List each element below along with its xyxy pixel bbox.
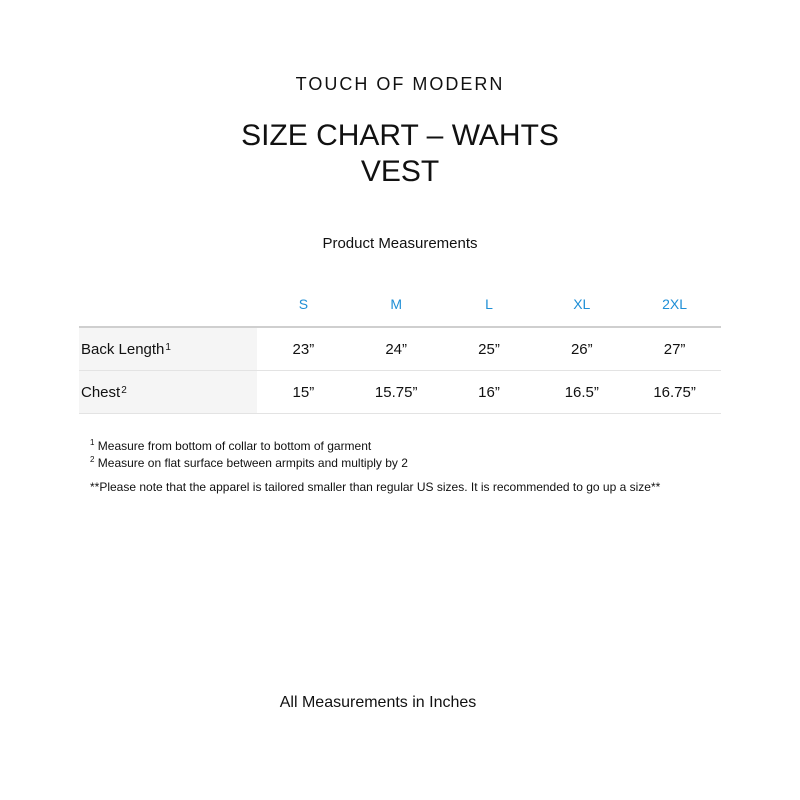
page-title-line-2: VEST (360, 155, 440, 188)
table-cell: 16.75” (653, 383, 696, 401)
footnote-text: Measure from bottom of collar to bottom of garment (94, 439, 372, 453)
footnote-marker: 1 (90, 438, 95, 447)
table-cell: 15.75” (374, 383, 418, 401)
table-cell: 16.5” (564, 383, 599, 401)
row-label-text: Back Length (81, 340, 165, 358)
size-header-s: S (298, 296, 309, 312)
footnote-text: Measure on flat surface between armpits and multiply by 2 (94, 456, 408, 470)
table-cell: 25” (478, 340, 500, 358)
section-subtitle: Product Measurements (322, 235, 478, 252)
sizing-disclaimer: **Please note that the apparel is tailored smaller than regular US sizes. It is recommended to go up a size** (90, 480, 661, 494)
page-title-line-1: SIZE CHART – WAHTS (241, 119, 559, 152)
footnote-1 (90, 436, 770, 453)
table-cell: 27” (663, 340, 686, 358)
table-cell: 15” (292, 383, 315, 401)
size-header-l: L (485, 296, 493, 312)
table-row-back-length (79, 328, 721, 371)
row-label-text: Chest (81, 383, 121, 401)
size-header-row (79, 282, 721, 328)
brand-logo-text: TOUCH OF MODERN (295, 74, 505, 94)
footnote-marker: 1 (165, 341, 171, 353)
row-label (79, 371, 257, 413)
size-header-2xl: 2XL (662, 296, 688, 312)
footnotes (90, 436, 770, 470)
size-chart-table (79, 282, 721, 414)
page-title (0, 118, 800, 190)
footnote-2 (90, 453, 770, 470)
footnote-marker: 2 (121, 384, 127, 396)
size-header-xl: XL (573, 296, 591, 312)
footnote-marker: 2 (90, 455, 95, 464)
table-row-chest (79, 371, 721, 414)
units-footer: All Measurements in Inches (279, 694, 477, 711)
table-cell: 24” (385, 340, 408, 358)
row-label (79, 328, 257, 370)
table-cell: 23” (292, 340, 315, 358)
table-cell: 26” (570, 340, 593, 358)
table-cell: 16” (478, 383, 500, 401)
size-header-m: M (390, 296, 403, 312)
